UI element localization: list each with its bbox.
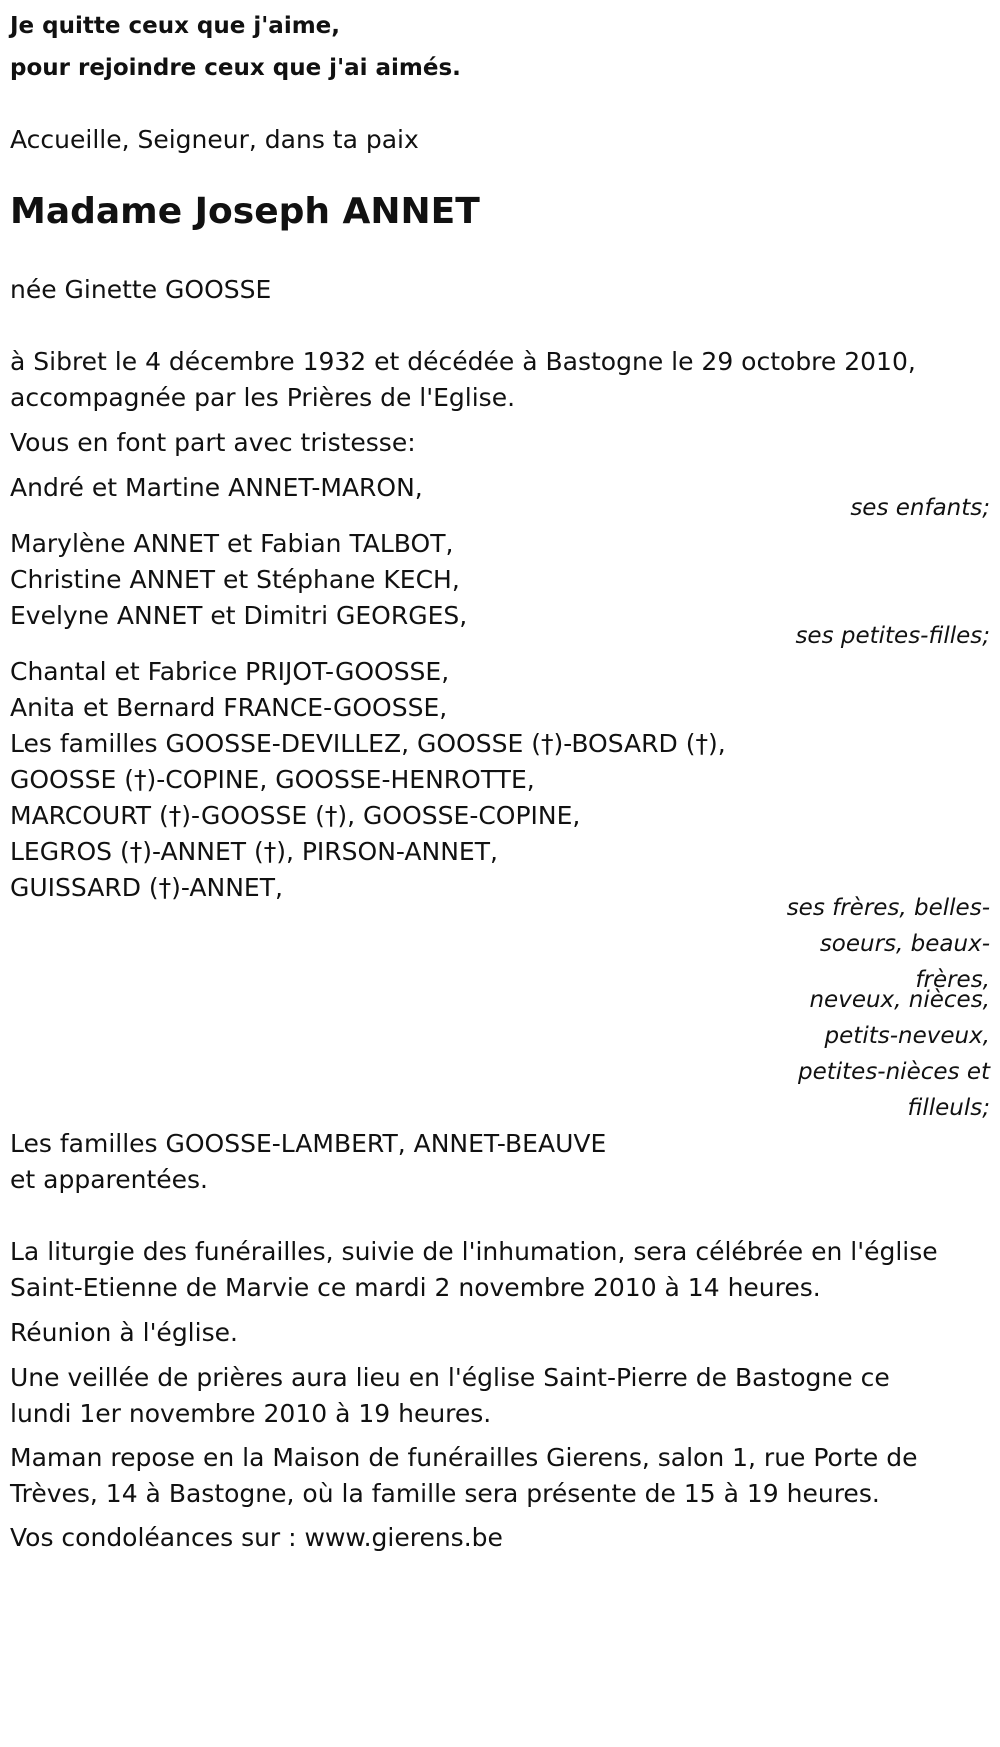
granddaughters-role: ses petites-filles; bbox=[795, 623, 990, 649]
granddaughter-line-3: Evelyne ANNET et Dimitri GEORGES, bbox=[10, 601, 468, 630]
condolences-text: Vos condoléances sur : www.gierens.be bbox=[10, 1523, 503, 1552]
siblings-line-2: Anita et Bernard FRANCE-GOOSSE, bbox=[10, 693, 448, 722]
meeting-text: Réunion à l'église. bbox=[10, 1318, 238, 1347]
liturgy-line-1: La liturgie des funérailles, suivie de l'inhumation, sera célébrée en l'église bbox=[10, 1237, 938, 1266]
siblings-line-5: MARCOURT (†)-GOOSSE (†), GOOSSE-COPINE, bbox=[10, 801, 581, 830]
vigil-line-2: lundi 1er novembre 2010 à 19 heures. bbox=[10, 1399, 492, 1428]
siblings-line-1: Chantal et Fabrice PRIJOT-GOOSSE, bbox=[10, 657, 450, 686]
bio-line-1: à Sibret le 4 décembre 1932 et décédée à Bastogne le 29 octobre 2010, bbox=[10, 347, 916, 376]
related-line-1: Les familles GOOSSE-LAMBERT, ANNET-BEAUVE bbox=[10, 1129, 607, 1158]
rest-line-2: Trèves, 14 à Bastogne, où la famille sera présente de 15 à 19 heures. bbox=[10, 1479, 880, 1508]
prayer-text: Accueille, Seigneur, dans ta paix bbox=[10, 125, 419, 154]
quote-line-1: Je quitte ceux que j'aime, bbox=[10, 13, 341, 39]
siblings-line-7: GUISSARD (†)-ANNET, bbox=[10, 873, 283, 902]
granddaughter-line-1: Marylène ANNET et Fabian TALBOT, bbox=[10, 529, 454, 558]
liturgy-line-2: Saint-Etienne de Marvie ce mardi 2 novembre 2010 à 14 heures. bbox=[10, 1273, 821, 1302]
deceased-name: Madame Joseph ANNET bbox=[10, 191, 480, 232]
siblings-line-4: GOOSSE (†)-COPINE, GOOSSE-HENROTTE, bbox=[10, 765, 535, 794]
vigil-line-1: Une veillée de prières aura lieu en l'église Saint-Pierre de Bastogne ce bbox=[10, 1363, 890, 1392]
quote-line-2: pour rejoindre ceux que j'ai aimés. bbox=[10, 55, 461, 81]
siblings-line-3: Les familles GOOSSE-DEVILLEZ, GOOSSE (†)-BOSARD (†), bbox=[10, 729, 726, 758]
related-line-2: et apparentées. bbox=[10, 1165, 208, 1194]
announcement-text: Vous en font part avec tristesse: bbox=[10, 428, 416, 457]
maiden-name: née Ginette GOOSSE bbox=[10, 275, 272, 304]
siblings-line-6: LEGROS (†)-ANNET (†), PIRSON-ANNET, bbox=[10, 837, 498, 866]
bio-line-2: accompagnée par les Prières de l'Eglise. bbox=[10, 383, 516, 412]
children-names: André et Martine ANNET-MARON, bbox=[10, 473, 423, 502]
rest-line-1: Maman repose en la Maison de funérailles Gierens, salon 1, rue Porte de bbox=[10, 1443, 918, 1472]
siblings-role-2: neveux, nièces, petits-neveux, petites-nièces et filleuls; bbox=[798, 987, 990, 1121]
children-role: ses enfants; bbox=[850, 495, 990, 521]
granddaughter-line-2: Christine ANNET et Stéphane KECH, bbox=[10, 565, 460, 594]
siblings-role-1: ses frères, belles-soeurs, beaux-frères, bbox=[786, 895, 990, 993]
